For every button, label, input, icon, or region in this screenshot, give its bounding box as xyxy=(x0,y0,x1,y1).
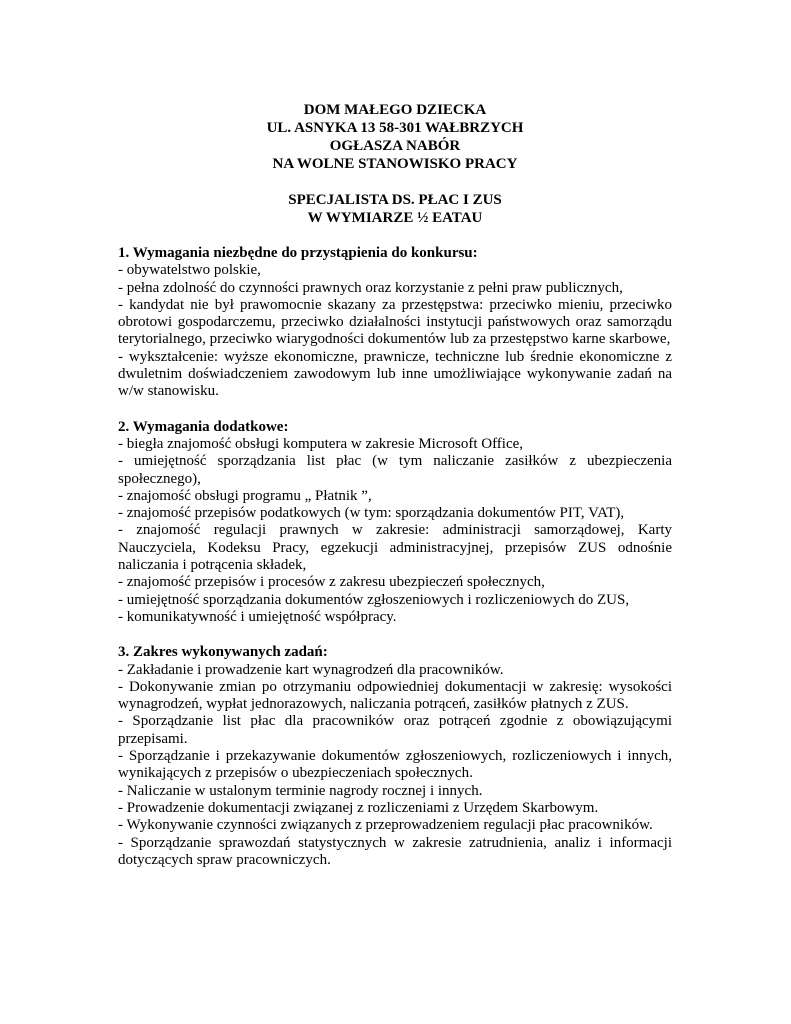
position-title xyxy=(118,191,672,227)
announcement-line: OGŁASZA NABÓR xyxy=(329,138,461,154)
list-item: - Sporządzanie sprawozdań statystycznych w zakresie zatrudnienia, analiz i informacji dotyczących spraw pracowniczych. xyxy=(118,834,672,868)
document-page xyxy=(118,101,672,869)
list-item: - umiejętność sporządzania dokumentów zgłoszeniowych i rozliczeniowych do ZUS, xyxy=(118,591,630,608)
section-additional xyxy=(118,419,672,627)
list-item: - Prowadzenie dokumentacji związanej z rozliczeniami z Urzędem Skarbowym. xyxy=(118,799,599,816)
institution-address: UL. ASNYKA 13 58-301 WAŁBRZYCH xyxy=(266,120,524,136)
section-required xyxy=(118,245,672,401)
position-workload: W WYMIARZE ½ EATAU xyxy=(307,210,483,226)
list-item: - Naliczanie w ustalonym terminie nagrody rocznej i innych. xyxy=(118,782,483,799)
list-item: - biegła znajomość obsługi komputera w zakresie Microsoft Office, xyxy=(118,435,524,452)
vacancy-line: NA WOLNE STANOWISKO PRACY xyxy=(272,156,518,172)
position-name: SPECJALISTA DS. PŁAC I ZUS xyxy=(288,192,502,208)
list-item: - komunikatywność i umiejętność współpracy. xyxy=(118,608,397,625)
list-item: - znajomość przepisów i procesów z zakresu ubezpieczeń społecznych, xyxy=(118,574,545,591)
list-item: - pełna zdolność do czynności prawnych oraz korzystanie z pełni praw publicznych, xyxy=(118,279,623,296)
list-item: - Sporządzanie list płac dla pracowników oraz potrąceń zgodnie z obowiązującymi przepisami. xyxy=(118,713,672,747)
list-item: - znajomość obsługi programu „ Płatnik ”, xyxy=(118,487,372,504)
section-heading: 2. Wymagania dodatkowe: xyxy=(118,418,289,435)
list-item: - wykształcenie: wyższe ekonomiczne, prawnicze, techniczne lub średnie ekonomiczne z dwuletnim doświadczeniem zawodowym lub inne umożliwiające wykonywanie zadań na w/w stanowisku. xyxy=(118,348,672,400)
list-item: - umiejętność sporządzania list płac (w tym naliczanie zasiłków z ubezpieczenia społecznego), xyxy=(118,453,672,487)
list-item: - Sporządzanie i przekazywanie dokumentów zgłoszeniowych, rozliczeniowych i innych, wynikających z przepisów o ubezpieczeniach społecznych. xyxy=(118,748,672,782)
section-heading: 3. Zakres wykonywanych zadań: xyxy=(118,644,328,661)
list-item: - Zakładanie i prowadzenie kart wynagrodzeń dla pracowników. xyxy=(118,661,504,678)
list-item: - Wykonywanie czynności związanych z przeprowadzeniem regulacji płac pracowników. xyxy=(118,817,653,834)
list-item: - obywatelstwo polskie, xyxy=(118,262,261,279)
institution-header xyxy=(118,101,672,173)
section-duties xyxy=(118,644,672,869)
list-item: - kandydat nie był prawomocnie skazany za przestępstwa: przeciwko mieniu, przeciwko obrotowi gospodarczemu, przeciwko działalności instytucji państwowych oraz samorządu terytorialnego, przeciwko wiarygodności dokumentów lub za przestępstwo karne skarbowe, xyxy=(118,296,672,348)
list-item: - Dokonywanie zmian po otrzymaniu odpowiedniej dokumentacji w zakresię: wysokości wynagrodzeń, wypłat jednorazowych, naliczania potrąceń, zasiłków płatnych z ZUS. xyxy=(118,678,672,713)
list-item: - znajomość regulacji prawnych w zakresie: administracji samorządowej, Karty Nauczyciela, Kodeksu Pracy, egzekucji administracyjnej, przepisów ZUS odnośnie naliczania i potrącenia składek, xyxy=(118,522,672,574)
institution-name: DOM MAŁEGO DZIECKA xyxy=(303,102,487,118)
section-heading: 1. Wymagania niezbędne do przystąpienia do konkursu: xyxy=(118,245,478,261)
list-item: - znajomość przepisów podatkowych (w tym: sporządzania dokumentów PIT, VAT), xyxy=(118,505,625,522)
